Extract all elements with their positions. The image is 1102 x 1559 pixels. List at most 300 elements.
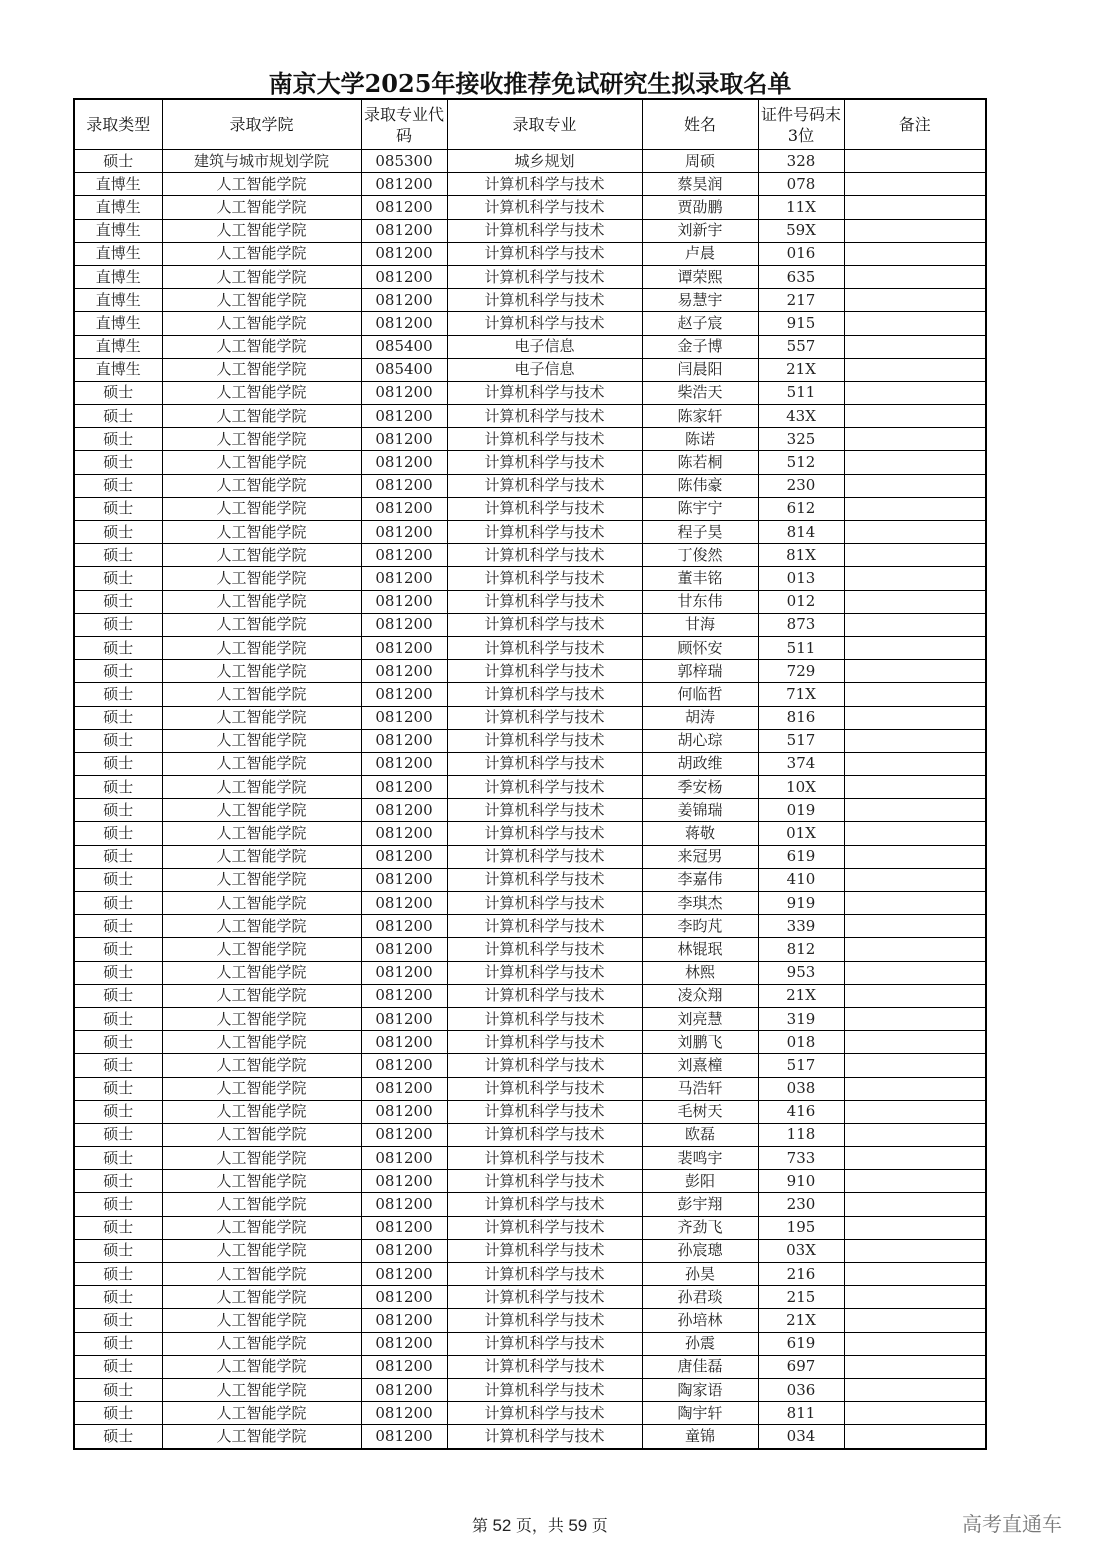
table-row [74,752,986,775]
cell-remarks [844,521,986,544]
cell-id-last3: 019 [758,799,844,822]
cell-college: 人工智能学院 [162,660,361,683]
cell-name: 陈家轩 [642,405,758,428]
cell-id-last3: 557 [758,335,844,358]
cell-major-code: 081200 [361,1378,447,1401]
cell-college: 人工智能学院 [162,358,361,381]
cell-id-last3: 21X [758,1309,844,1332]
cell-major-code: 081200 [361,1100,447,1123]
cell-remarks [844,613,986,636]
cell-admission-type: 硕士 [74,428,162,451]
cell-id-last3: 21X [758,358,844,381]
cell-name: 林锟珉 [642,938,758,961]
cell-college: 人工智能学院 [162,196,361,219]
cell-remarks [844,984,986,1007]
cell-name: 蒋敬 [642,822,758,845]
cell-id-last3: 873 [758,613,844,636]
cell-remarks [844,1147,986,1170]
cell-name: 周硕 [642,150,758,173]
cell-major: 计算机科学与技术 [447,1031,642,1054]
cell-id-last3: 217 [758,289,844,312]
cell-college: 人工智能学院 [162,1054,361,1077]
cell-admission-type: 硕士 [74,915,162,938]
cell-major: 计算机科学与技术 [447,1402,642,1425]
table-row [74,915,986,938]
cell-college: 人工智能学院 [162,1355,361,1378]
cell-id-last3: 216 [758,1263,844,1286]
cell-id-last3: 612 [758,497,844,520]
cell-id-last3: 511 [758,381,844,404]
cell-college: 人工智能学院 [162,706,361,729]
cell-name: 欧磊 [642,1123,758,1146]
cell-name: 裴鸣宇 [642,1147,758,1170]
cell-college: 人工智能学院 [162,1286,361,1309]
cell-college: 人工智能学院 [162,938,361,961]
table-row [74,451,986,474]
table-row [74,497,986,520]
table-row [74,335,986,358]
cell-id-last3: 03X [758,1239,844,1262]
cell-college: 人工智能学院 [162,381,361,404]
cell-name: 顾怀安 [642,636,758,659]
cell-major: 计算机科学与技术 [447,1100,642,1123]
cell-college: 人工智能学院 [162,868,361,891]
cell-major-code: 085400 [361,358,447,381]
cell-id-last3: 034 [758,1425,844,1449]
cell-college: 人工智能学院 [162,636,361,659]
cell-major-code: 081200 [361,752,447,775]
cell-id-last3: 697 [758,1355,844,1378]
cell-major-code: 081200 [361,1309,447,1332]
table-row [74,567,986,590]
cell-major: 计算机科学与技术 [447,451,642,474]
cell-id-last3: 915 [758,312,844,335]
cell-major-code: 081200 [361,1077,447,1100]
cell-remarks [844,1031,986,1054]
cell-college: 人工智能学院 [162,892,361,915]
cell-college: 人工智能学院 [162,289,361,312]
cell-remarks [844,776,986,799]
cell-college: 人工智能学院 [162,1425,361,1449]
cell-id-last3: 43X [758,405,844,428]
cell-college: 人工智能学院 [162,521,361,544]
cell-name: 李琪杰 [642,892,758,915]
cell-remarks [844,1100,986,1123]
table-row [74,1239,986,1262]
cell-remarks [844,150,986,173]
cell-college: 人工智能学院 [162,776,361,799]
cell-admission-type: 硕士 [74,984,162,1007]
table-row [74,1007,986,1030]
cell-id-last3: 078 [758,173,844,196]
header-major-code: 录取专业代码 [361,99,447,150]
cell-id-last3: 01X [758,822,844,845]
cell-major: 计算机科学与技术 [447,405,642,428]
cell-id-last3: 416 [758,1100,844,1123]
cell-name: 董丰铭 [642,567,758,590]
table-header-row [74,99,986,150]
cell-major: 计算机科学与技术 [447,521,642,544]
cell-major: 计算机科学与技术 [447,799,642,822]
cell-major-code: 081200 [361,405,447,428]
cell-name: 彭阳 [642,1170,758,1193]
cell-college: 人工智能学院 [162,1100,361,1123]
table-row [74,150,986,173]
cell-major: 计算机科学与技术 [447,1332,642,1355]
header-id-last3: 证件号码末3位 [758,99,844,150]
cell-major: 计算机科学与技术 [447,265,642,288]
cell-admission-type: 硕士 [74,938,162,961]
cell-major: 计算机科学与技术 [447,984,642,1007]
cell-major-code: 081200 [361,1425,447,1449]
cell-major: 城乡规划 [447,150,642,173]
cell-major-code: 085300 [361,150,447,173]
cell-admission-type: 硕士 [74,1378,162,1401]
cell-admission-type: 硕士 [74,150,162,173]
cell-admission-type: 硕士 [74,567,162,590]
cell-id-last3: 816 [758,706,844,729]
cell-college: 人工智能学院 [162,219,361,242]
cell-admission-type: 硕士 [74,660,162,683]
cell-id-last3: 512 [758,451,844,474]
cell-admission-type: 硕士 [74,1147,162,1170]
cell-major: 计算机科学与技术 [447,752,642,775]
cell-college: 人工智能学院 [162,1193,361,1216]
cell-major-code: 081200 [361,590,447,613]
cell-name: 丁俊然 [642,544,758,567]
cell-remarks [844,1332,986,1355]
cell-remarks [844,706,986,729]
cell-id-last3: 230 [758,474,844,497]
cell-admission-type: 硕士 [74,1402,162,1425]
cell-name: 马浩轩 [642,1077,758,1100]
cell-remarks [844,590,986,613]
cell-major: 计算机科学与技术 [447,474,642,497]
cell-name: 刘新宇 [642,219,758,242]
cell-admission-type: 直博生 [74,173,162,196]
cell-name: 陈诺 [642,428,758,451]
cell-admission-type: 硕士 [74,497,162,520]
table-row [74,544,986,567]
cell-remarks [844,1378,986,1401]
cell-remarks [844,1425,986,1449]
cell-college: 人工智能学院 [162,613,361,636]
cell-major-code: 081200 [361,497,447,520]
cell-major-code: 081200 [361,451,447,474]
table-row [74,613,986,636]
cell-major-code: 081200 [361,1332,447,1355]
cell-remarks [844,265,986,288]
cell-name: 卢晨 [642,242,758,265]
cell-admission-type: 硕士 [74,544,162,567]
cell-college: 人工智能学院 [162,1332,361,1355]
cell-name: 孙昊 [642,1263,758,1286]
cell-name: 陈伟豪 [642,474,758,497]
cell-major: 计算机科学与技术 [447,729,642,752]
cell-college: 人工智能学院 [162,497,361,520]
cell-college: 人工智能学院 [162,1402,361,1425]
cell-college: 人工智能学院 [162,1239,361,1262]
cell-major: 计算机科学与技术 [447,1239,642,1262]
cell-remarks [844,196,986,219]
cell-id-last3: 012 [758,590,844,613]
cell-major: 计算机科学与技术 [447,868,642,891]
cell-college: 人工智能学院 [162,1077,361,1100]
cell-college: 人工智能学院 [162,752,361,775]
cell-major-code: 081200 [361,729,447,752]
cell-admission-type: 硕士 [74,1332,162,1355]
cell-name: 谭荣熙 [642,265,758,288]
cell-id-last3: 619 [758,845,844,868]
cell-admission-type: 硕士 [74,729,162,752]
cell-college: 人工智能学院 [162,405,361,428]
cell-name: 林熙 [642,961,758,984]
cell-name: 赵子宸 [642,312,758,335]
cell-remarks [844,474,986,497]
cell-remarks [844,636,986,659]
table-row [74,776,986,799]
cell-remarks [844,822,986,845]
cell-major: 计算机科学与技术 [447,1077,642,1100]
cell-major-code: 081200 [361,1123,447,1146]
cell-name: 来冠男 [642,845,758,868]
cell-college: 建筑与城市规划学院 [162,150,361,173]
cell-remarks [844,660,986,683]
cell-admission-type: 硕士 [74,1123,162,1146]
cell-name: 闫晨阳 [642,358,758,381]
cell-name: 何临哲 [642,683,758,706]
cell-major-code: 081200 [361,822,447,845]
cell-remarks [844,1077,986,1100]
table-row [74,1425,986,1449]
cell-major-code: 081200 [361,1193,447,1216]
cell-major: 计算机科学与技术 [447,1286,642,1309]
cell-name: 胡心琮 [642,729,758,752]
cell-id-last3: 81X [758,544,844,567]
cell-remarks [844,451,986,474]
cell-name: 刘亮慧 [642,1007,758,1030]
cell-college: 人工智能学院 [162,683,361,706]
table-row [74,938,986,961]
cell-admission-type: 硕士 [74,381,162,404]
cell-id-last3: 729 [758,660,844,683]
cell-id-last3: 910 [758,1170,844,1193]
table-row [74,1263,986,1286]
cell-name: 陶宇轩 [642,1402,758,1425]
cell-id-last3: 016 [758,242,844,265]
cell-remarks [844,1239,986,1262]
cell-remarks [844,1193,986,1216]
cell-college: 人工智能学院 [162,428,361,451]
cell-major: 计算机科学与技术 [447,822,642,845]
cell-remarks [844,544,986,567]
cell-major-code: 081200 [361,173,447,196]
cell-major: 计算机科学与技术 [447,381,642,404]
cell-major: 计算机科学与技术 [447,1355,642,1378]
table-row [74,521,986,544]
cell-major-code: 081200 [361,1170,447,1193]
cell-major: 计算机科学与技术 [447,938,642,961]
cell-remarks [844,752,986,775]
cell-major: 计算机科学与技术 [447,1216,642,1239]
table-row [74,660,986,683]
cell-major: 计算机科学与技术 [447,1378,642,1401]
cell-id-last3: 10X [758,776,844,799]
cell-admission-type: 直博生 [74,312,162,335]
cell-name: 孙培林 [642,1309,758,1332]
cell-major: 计算机科学与技术 [447,660,642,683]
cell-major: 计算机科学与技术 [447,1147,642,1170]
cell-id-last3: 811 [758,1402,844,1425]
table-row [74,1286,986,1309]
cell-name: 易慧宇 [642,289,758,312]
cell-admission-type: 硕士 [74,1170,162,1193]
cell-admission-type: 硕士 [74,1263,162,1286]
cell-name: 郭梓瑞 [642,660,758,683]
cell-major: 计算机科学与技术 [447,219,642,242]
cell-major-code: 081200 [361,938,447,961]
cell-name: 姜锦瑞 [642,799,758,822]
table-row [74,358,986,381]
cell-major: 计算机科学与技术 [447,1425,642,1449]
cell-admission-type: 直博生 [74,335,162,358]
cell-id-last3: 11X [758,196,844,219]
cell-college: 人工智能学院 [162,544,361,567]
cell-remarks [844,868,986,891]
cell-id-last3: 013 [758,567,844,590]
cell-college: 人工智能学院 [162,242,361,265]
cell-id-last3: 215 [758,1286,844,1309]
cell-college: 人工智能学院 [162,1170,361,1193]
cell-major-code: 081200 [361,1286,447,1309]
cell-id-last3: 814 [758,521,844,544]
cell-admission-type: 硕士 [74,613,162,636]
cell-major: 计算机科学与技术 [447,1123,642,1146]
table-row [74,428,986,451]
cell-major: 计算机科学与技术 [447,196,642,219]
cell-major-code: 085400 [361,335,447,358]
cell-id-last3: 195 [758,1216,844,1239]
cell-remarks [844,405,986,428]
cell-name: 陈宇宁 [642,497,758,520]
cell-remarks [844,961,986,984]
cell-major-code: 081200 [361,219,447,242]
cell-major: 计算机科学与技术 [447,567,642,590]
cell-college: 人工智能学院 [162,845,361,868]
cell-major-code: 081200 [361,242,447,265]
cell-remarks [844,1170,986,1193]
cell-remarks [844,1007,986,1030]
cell-id-last3: 511 [758,636,844,659]
cell-major: 计算机科学与技术 [447,289,642,312]
cell-major: 计算机科学与技术 [447,1309,642,1332]
table-row [74,1054,986,1077]
cell-major: 计算机科学与技术 [447,961,642,984]
cell-major: 计算机科学与技术 [447,590,642,613]
cell-college: 人工智能学院 [162,961,361,984]
table-row [74,173,986,196]
table-row [74,984,986,1007]
cell-remarks [844,683,986,706]
table-row [74,1031,986,1054]
cell-id-last3: 733 [758,1147,844,1170]
table-row [74,1309,986,1332]
cell-name: 胡政维 [642,752,758,775]
cell-major-code: 081200 [361,381,447,404]
cell-college: 人工智能学院 [162,567,361,590]
cell-college: 人工智能学院 [162,729,361,752]
cell-id-last3: 319 [758,1007,844,1030]
cell-admission-type: 硕士 [74,1239,162,1262]
cell-admission-type: 硕士 [74,706,162,729]
cell-college: 人工智能学院 [162,1123,361,1146]
cell-name: 彭宇翔 [642,1193,758,1216]
cell-id-last3: 328 [758,150,844,173]
cell-name: 胡涛 [642,706,758,729]
cell-id-last3: 038 [758,1077,844,1100]
table-row [74,474,986,497]
cell-id-last3: 71X [758,683,844,706]
cell-admission-type: 硕士 [74,451,162,474]
cell-admission-type: 硕士 [74,636,162,659]
table-row [74,289,986,312]
cell-admission-type: 直博生 [74,358,162,381]
cell-major-code: 081200 [361,544,447,567]
cell-name: 甘东伟 [642,590,758,613]
table-row [74,892,986,915]
cell-id-last3: 118 [758,1123,844,1146]
cell-major-code: 081200 [361,961,447,984]
cell-major-code: 081200 [361,683,447,706]
cell-admission-type: 硕士 [74,1193,162,1216]
cell-major: 计算机科学与技术 [447,242,642,265]
cell-remarks [844,567,986,590]
cell-remarks [844,1054,986,1077]
cell-major-code: 081200 [361,1007,447,1030]
watermark: 高考直通车 [962,1512,1062,1536]
cell-major-code: 081200 [361,1239,447,1262]
cell-major-code: 081200 [361,984,447,1007]
cell-college: 人工智能学院 [162,1007,361,1030]
cell-admission-type: 硕士 [74,1054,162,1077]
cell-admission-type: 硕士 [74,1309,162,1332]
cell-major-code: 081200 [361,1263,447,1286]
cell-admission-type: 硕士 [74,590,162,613]
cell-remarks [844,1263,986,1286]
cell-college: 人工智能学院 [162,474,361,497]
cell-major-code: 081200 [361,567,447,590]
cell-college: 人工智能学院 [162,1378,361,1401]
cell-name: 齐劲飞 [642,1216,758,1239]
cell-id-last3: 230 [758,1193,844,1216]
cell-remarks [844,729,986,752]
table-row [74,1077,986,1100]
cell-admission-type: 直博生 [74,265,162,288]
cell-major-code: 081200 [361,196,447,219]
cell-admission-type: 硕士 [74,405,162,428]
cell-admission-type: 硕士 [74,1286,162,1309]
cell-major-code: 081200 [361,428,447,451]
cell-major: 计算机科学与技术 [447,613,642,636]
table-row [74,1332,986,1355]
cell-remarks [844,381,986,404]
cell-major-code: 081200 [361,776,447,799]
cell-college: 人工智能学院 [162,984,361,1007]
cell-admission-type: 硕士 [74,1031,162,1054]
cell-id-last3: 325 [758,428,844,451]
cell-remarks [844,219,986,242]
table-row [74,868,986,891]
